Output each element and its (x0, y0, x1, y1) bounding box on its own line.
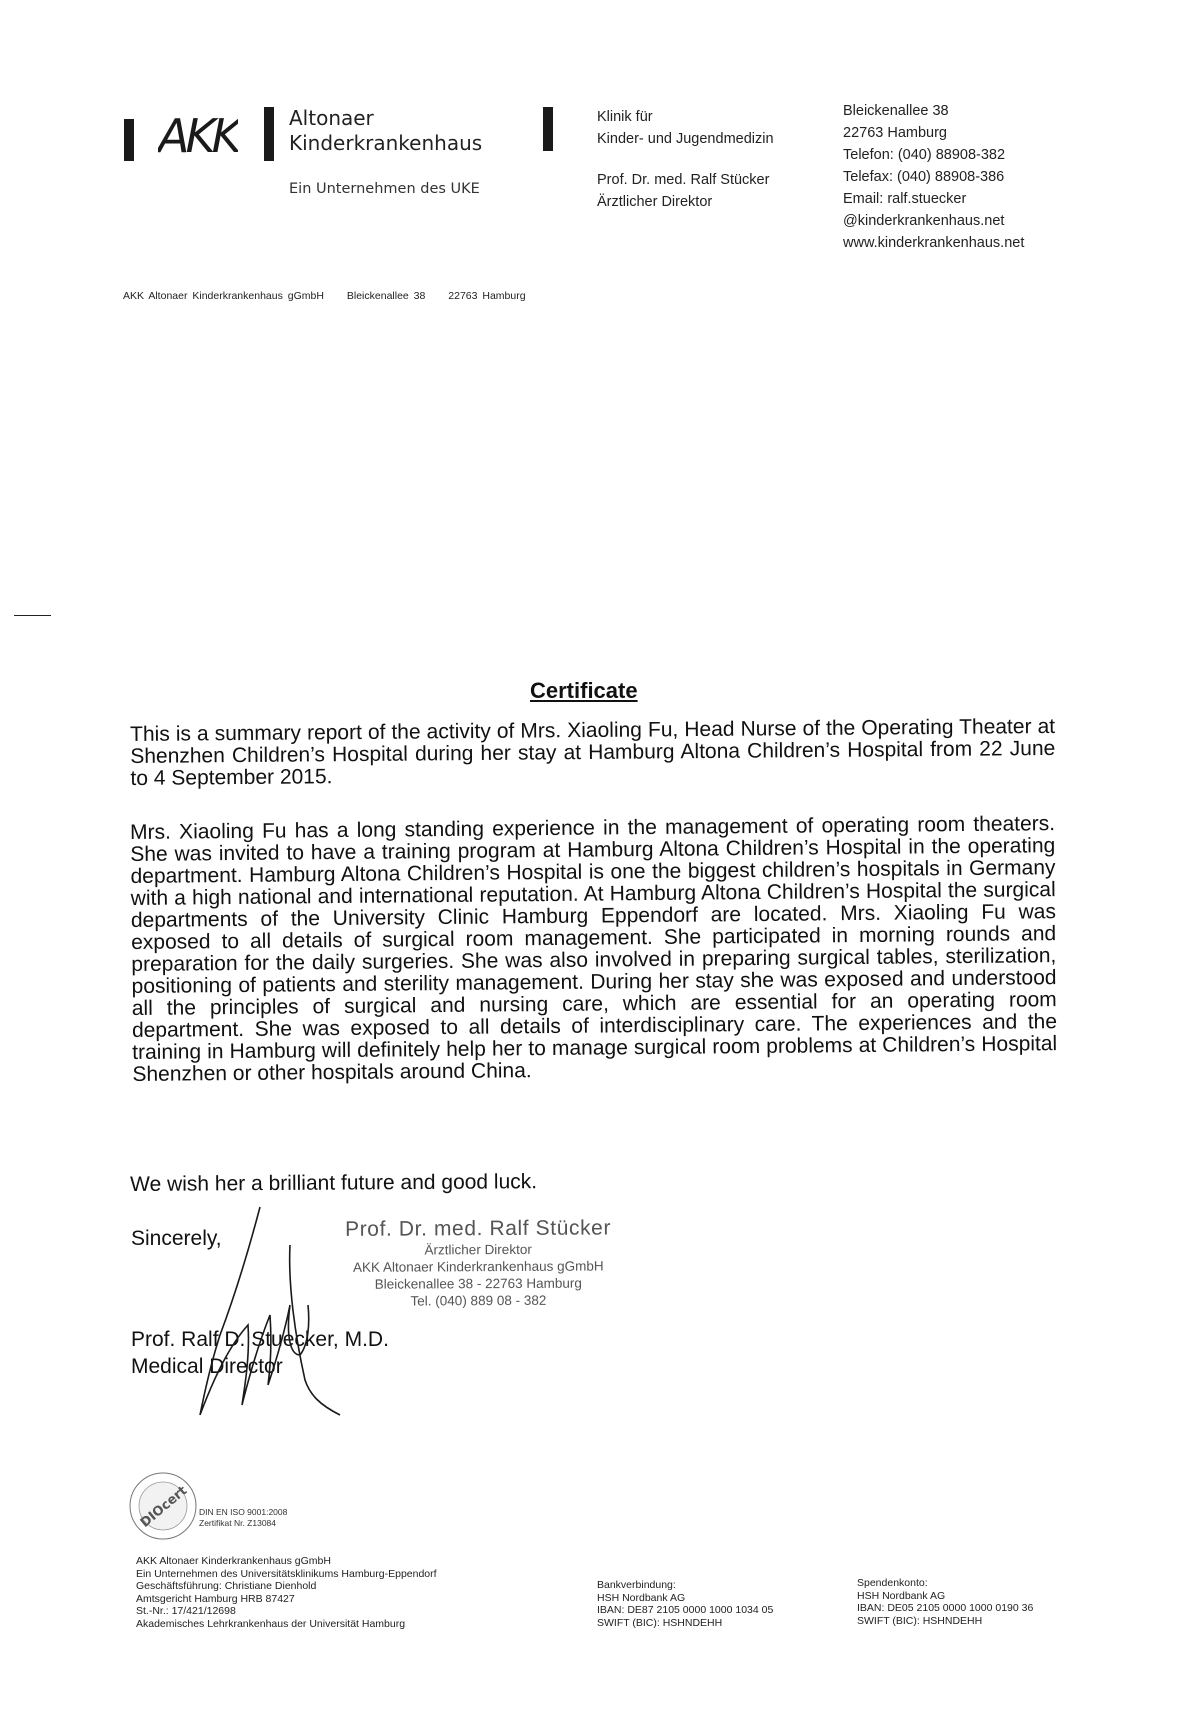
org-subtitle: Ein Unternehmen des UKE (289, 181, 480, 197)
handwritten-signature (190, 1205, 370, 1420)
sender-city: 22763 Hamburg (448, 290, 526, 302)
stamp-phone: Tel. (040) 889 08 - 382 (410, 1292, 547, 1309)
logo-bar-right (543, 107, 553, 151)
contact-street: Bleickenallee 38 (843, 103, 949, 119)
sincerely: Sincerely, (131, 1227, 222, 1250)
stamp-title: Ärztlicher Direktor (424, 1241, 532, 1258)
footer-donation-line: Spendenkonto: (857, 1577, 928, 1589)
certification-standard: DIN EN ISO 9001:2008 (199, 1507, 288, 1517)
footer-company-line: Geschäftsführung: Christiane Dienhold (136, 1580, 317, 1592)
org-name (289, 106, 482, 156)
footer-bank-line: HSH Nordbank AG (597, 1591, 686, 1604)
diocert-seal-text: DIOcert (137, 1483, 191, 1531)
closing-line: We wish her a brilliant future and good luck. (130, 1170, 538, 1196)
sender-line (123, 290, 544, 302)
footer-bank (597, 1579, 773, 1629)
contact-fax: Telefax: (040) 88908-386 (843, 169, 1005, 185)
certification-number: Zertifikat Nr. Z13084 (199, 1518, 277, 1528)
stamp-name: Prof. Dr. med. Ralf Stücker (345, 1216, 612, 1241)
document-title: Certificate (530, 678, 638, 703)
signatory-title: Medical Director (131, 1355, 283, 1378)
footer-bank-line: Bankverbindung: (597, 1579, 676, 1591)
footer-donation-line: SWIFT (BIC): HSHNDEHH (857, 1614, 983, 1627)
contact-web: www.kinderkrankenhaus.net (843, 235, 1025, 251)
footer-donation (857, 1577, 1033, 1627)
footer-company-line: Akademisches Lehrkrankenhaus der Universität Hamburg (136, 1617, 406, 1630)
footer-bank-line: SWIFT (BIC): HSHNDEHH (597, 1616, 723, 1629)
contact-email-1: Email: ralf.stuecker (843, 191, 967, 207)
logo-bar-mid (264, 107, 274, 161)
diocert-seal (127, 1470, 199, 1542)
footer-company-line: Amtsgericht Hamburg HRB 87427 (136, 1592, 295, 1605)
clinic-name (597, 106, 774, 150)
footer-company-line: Ein Unternehmen des Universitätsklinikums Hamburg-Eppendorf (136, 1567, 437, 1580)
director-title: Ärztlicher Direktor (597, 194, 713, 210)
org-name-line1: Altonaer (289, 106, 374, 130)
sender-company: AKK Altonaer Kinderkrankenhaus gGmbH (123, 290, 324, 302)
footer-company-line: AKK Altonaer Kinderkrankenhaus gGmbH (136, 1555, 331, 1567)
paragraph-intro: This is a summary report of the activity of Mrs. Xiaoling Fu, Head Nurse of the Operating Theater at Shenzhen Children’s Hospital during her stay at Hamburg Altona Children’s Hospital from 22 June to 4 September 2015. (129, 714, 1056, 790)
logo-bar-left (124, 119, 134, 161)
footer-bank-line: IBAN: DE87 2105 0000 1000 1034 05 (597, 1604, 774, 1616)
footer-donation-line: HSH Nordbank AG (857, 1589, 946, 1602)
clinic-line1: Klinik für (597, 109, 653, 125)
footer-company (136, 1555, 437, 1630)
contact-email-2: @kinderkrankenhaus.net (843, 213, 1005, 229)
director-block (597, 169, 769, 213)
org-name-line2: Kinderkrankenhaus (289, 131, 483, 155)
contact-block (843, 100, 1024, 254)
stamp-company: AKK Altonaer Kinderkrankenhaus gGmbH (352, 1258, 604, 1275)
certification-text (199, 1507, 287, 1529)
contact-city: 22763 Hamburg (843, 125, 947, 141)
signatory-name: Prof. Ralf D. Stuecker, M.D. (131, 1328, 389, 1351)
akk-logo (158, 104, 238, 164)
clinic-line2: Kinder- und Jugendmedizin (597, 131, 774, 147)
sender-street: Bleickenallee 38 (346, 290, 426, 302)
footer-donation-line: IBAN: DE05 2105 0000 1000 0190 36 (857, 1602, 1034, 1614)
akk-logo-text: AKK (158, 109, 238, 163)
contact-phone: Telefon: (040) 88908-382 (843, 147, 1006, 163)
stamp-address: Bleickenallee 38 - 22763 Hamburg (374, 1275, 582, 1292)
footer-company-line: St.-Nr.: 17/421/12698 (136, 1605, 236, 1617)
fold-mark (14, 615, 51, 616)
paragraph-main: Mrs. Xiaoling Fu has a long standing experience in the management of operating room theaters. She was invited to have a training program at Hamburg Altona Children’s Hospital in the operating department. Hamburg Altona Children’s Hospital is one the biggest children’s hospitals in Germany with a high national and international reputation. At Hamburg Altona Children’s Hospital the surgical departments of the University Clinic Hamburg Eppendorf are located. Mrs. Xiaoling Fu was exposed to all details of surgical room management. She participated in morning rounds and preparation for the daily surgeries. She was also involved in preparing surgical tables, sterilization, positioning of patients and sterility management. During her stay she was exposed and understood all the principles of surgical and nursing care, which are essential for an operating room department. She was exposed to all details of interdisciplinary care. The experiences and the training in Hamburg will definitely help her to manage surgical room problems at Children’s Hospital Shenzhen or other hospitals around China. (129, 812, 1058, 1086)
director-name: Prof. Dr. med. Ralf Stücker (597, 172, 770, 188)
